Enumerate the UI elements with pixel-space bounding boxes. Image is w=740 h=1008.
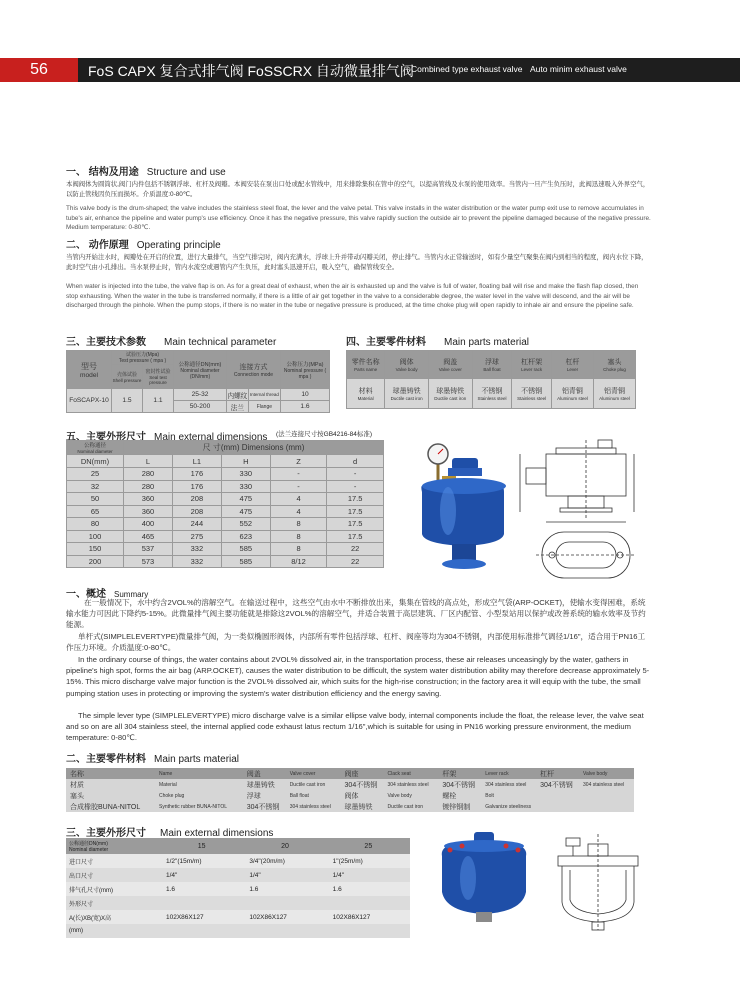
- cell-en: Stainless steel: [477, 396, 507, 401]
- cell-cn: 球墨铸铁: [392, 388, 421, 395]
- dim-cell: 280: [124, 468, 173, 481]
- dim-cell: 4: [270, 505, 327, 518]
- cell-cn: 材料: [358, 388, 373, 395]
- section-title-en: Structure and use: [146, 167, 226, 178]
- dim2-cell: [160, 896, 243, 910]
- part-cn-cell: 合成橡胶BUNA-NITOL: [70, 803, 141, 811]
- table-row: [67, 505, 384, 518]
- dim2-cell: 1/4": [332, 871, 344, 879]
- table-row: [66, 868, 410, 882]
- table-row: [66, 768, 634, 779]
- table-row: [66, 910, 410, 924]
- micro-valve-drawing-icon: [548, 832, 648, 932]
- dim2-header-label: [66, 838, 160, 854]
- dim-cell: 585: [221, 555, 270, 568]
- cell-cn: 浮球: [484, 359, 499, 366]
- part-cn-cell: 球墨铸铁: [246, 781, 275, 789]
- dim-cell: 80: [67, 518, 124, 531]
- part-en-cell: Ball float: [289, 792, 309, 799]
- dim-cell: 208: [172, 493, 221, 506]
- header-title-en-1: Combined type exhaust valve: [411, 64, 523, 74]
- summary-en-text-1: In the ordinary course of things, the water contains about 2VOL% dissolved air, in the transportation process, these air releases unceasingly by the water, gathers in pipeline's high spot, forms the air bag (ARP.OCKET), causes the water distribution to be difficult, the system water distribution ability may therefore decrease approximately 5-15%. This micro discharge valve major function is the 2VOL% dissolved air, which suits for the high-rise construction; in the factory area it will equip with the tube, the small pumping station uses in protecting or improving the system's water distribution efficiency and the energy saving.: [66, 655, 650, 698]
- section-title-cn: 一、概述: [66, 589, 106, 600]
- dim2-row-label: (mm): [69, 928, 83, 934]
- dim2-cell: 102X86X127: [332, 913, 371, 921]
- dim-cell: 50: [67, 493, 124, 506]
- parts-value-cell: [428, 379, 472, 409]
- dim2-cell: [327, 896, 410, 910]
- parts-header-cell: [428, 351, 472, 379]
- cell-en: Parts name: [354, 367, 378, 372]
- part-cn-cell: 塞头: [70, 792, 84, 800]
- dim-cell: 8: [270, 518, 327, 531]
- dim-col-header: Z: [270, 455, 327, 468]
- dim2-cell: 1/4": [166, 871, 178, 879]
- cell-en: Material: [357, 396, 374, 401]
- dim-col-header: DN(mm): [67, 455, 124, 468]
- section-title-en: Main external dimensions: [160, 828, 274, 839]
- operating-cn-text: 当管内开始注水时，阀瓣处在开启的位置，进行大量排气，当空气排完时，阀内充满水，浮球上升并带动闪瓣关闭，停止排气。当管内水正常输送时，如有少量空气聚集在阀内到相当的程度，阀内水位下降，此时空气由小孔排出。当水泵停止时，管内水流空或遇管内产生负压，此时塞头迅速开启，吸入空气，确保管线安全。: [66, 254, 648, 271]
- cell-en: Ball float: [483, 367, 501, 372]
- section-title-en: Main external dimensions: [154, 432, 268, 443]
- table-row: [67, 468, 384, 481]
- dim-col-header: L1: [172, 455, 221, 468]
- section-title-en: Main parts material: [154, 754, 240, 765]
- table-row: [67, 480, 384, 493]
- cell-conn: 内螺纹: [227, 389, 249, 401]
- page-number: 56: [0, 58, 78, 82]
- dimensions-table: [66, 440, 384, 568]
- dim-cell: 360: [124, 493, 173, 506]
- parts-value-cell: [385, 379, 429, 409]
- part-en-cell: 304 stainless steel: [289, 803, 331, 810]
- dim-col-header: L: [124, 455, 173, 468]
- part-cn-cell: 304不锈钢: [246, 803, 280, 811]
- dim-cell: -: [327, 480, 384, 493]
- cell-conn-en: Flange: [248, 401, 280, 413]
- th-connection: 连接方式 Connection mode: [227, 351, 281, 389]
- part-en-cell: 304 stainless steel: [485, 781, 527, 788]
- table-row: [66, 854, 410, 868]
- dim-cell: 150: [67, 543, 124, 556]
- part-cn-cell: 阀座: [344, 770, 359, 778]
- dim-cell: 22: [327, 543, 384, 556]
- part-en-cell: Synthetic rubber BUNA-NITOL: [159, 803, 227, 810]
- section-title-cn: 三、主要技术参数: [66, 337, 146, 348]
- parts-material-table: [346, 350, 636, 409]
- th-seal: 密封性试验 Seal test pressure: [143, 365, 174, 389]
- cell-en: Nominal diameter: [69, 846, 109, 853]
- cell-cn: 不锈钢: [481, 388, 503, 395]
- structure-cn-text: 本阀阀体为圆筒状,阀门内件包括不锈钢浮球、杠杆及阀瓣。本阀安装在泵出口处或配水管线中，用来排除集积在管中的空气，以提高管线及水泵的使用效率。当管内一旦产生负压时，此阀迅速吸入外界空气，以防止管线因负压而损坏。介质温度:0-80℃。: [66, 181, 650, 198]
- section-title-cn: 三、主要外形尺寸: [66, 828, 146, 839]
- dim2-cell: 1.6: [332, 885, 342, 893]
- header-title: FoS CAPX 复合式排气阀 FoSSCRX 自动微量排气阀: [88, 63, 414, 79]
- dim-cell: 585: [221, 543, 270, 556]
- part-en-cell: Ductile cast iron: [387, 803, 424, 810]
- part-en-cell: Valve body: [387, 792, 412, 799]
- dimensions-note: (法兰连接尺寸按GB4216-84标准): [276, 431, 373, 438]
- cell-cn: 球墨铸铁: [436, 388, 465, 395]
- section-title-cn: 一、 结构及用途: [66, 167, 139, 178]
- part-cn-cell: 镀锌钢制: [442, 803, 471, 811]
- parts-header-cell: [551, 351, 593, 379]
- dim2-col-header: 15: [197, 842, 206, 850]
- dim-cell: 208: [172, 505, 221, 518]
- part-en-cell: Ductile cast iron: [289, 781, 326, 788]
- cell-en: Stainless steel: [517, 396, 547, 401]
- part-en-cell: Material: [159, 781, 177, 788]
- valve-drawing-icon: [516, 436, 656, 586]
- dim-cell: 17.5: [327, 505, 384, 518]
- cell-cn: 阀体: [399, 359, 414, 366]
- dim2-cell: [160, 924, 243, 938]
- cell-en: Ductile cast iron: [390, 396, 423, 401]
- dim2-cell: 1"(25m/m): [332, 857, 363, 865]
- part-en-cell: Bolt: [485, 792, 494, 799]
- cell-cn: 铝青铜: [561, 388, 583, 395]
- operating-en-text: When water is injected into the tube, the valve flap is on. As for a great deal of exhaust, when the air is exhausted up and the valve is full of water, floating ball will rise and make the flash flap closed, then stop exhausting. When the water in the tube is transferred normally, if there is a little of air get together in the valve to a considerable degree, the water level in the valve will descend, and the air will be discharged through the pinhole. When the pump stops, if there is no water in the tube or negative pressure is produced, at the time choke plug will open rapidly to inhale air and ensure the pipeline safe.: [66, 283, 639, 310]
- section-title-en: Main parts material: [444, 337, 530, 348]
- th-test-pressure: 试验压力(Mpa) Test pressure ( mpa ): [112, 351, 174, 365]
- dim-cell: 65: [67, 505, 124, 518]
- part-cn-cell: 螺栓: [442, 792, 457, 800]
- cell-en: Lever rack: [521, 367, 543, 372]
- table-row: [67, 555, 384, 568]
- section-title-cn: 二、 动作原理: [66, 240, 129, 251]
- part-en-cell: 304 stainless steel: [387, 781, 429, 788]
- cell-cn: 公称通径DN(mm): [69, 840, 108, 847]
- dim-cell: 32: [67, 480, 124, 493]
- dim-cell: 537: [124, 543, 173, 556]
- dim2-row-label: 外形尺寸: [69, 901, 94, 908]
- dim-cell: 8/12: [270, 555, 327, 568]
- section-title-en: Main technical parameter: [164, 337, 277, 348]
- th-nominal: 公称通径 Nominal diameter: [67, 441, 124, 455]
- cell-en: Lever: [566, 367, 579, 372]
- dim-cell: 17.5: [327, 530, 384, 543]
- table-row: [67, 543, 384, 556]
- cell-dn: 50-200: [174, 401, 227, 413]
- dim-col-header-row: [67, 455, 384, 468]
- section-title-en: Summary: [114, 590, 149, 599]
- table-row: [67, 530, 384, 543]
- cell-en: Ductile cast iron: [434, 396, 467, 401]
- cell-cn: 铝青铜: [603, 388, 625, 395]
- cell-cn: 杠杆架: [521, 359, 543, 366]
- dim-cell: 573: [124, 555, 173, 568]
- table-row: [66, 882, 410, 896]
- cell-np: 1.6: [281, 401, 330, 413]
- cell-np: 10: [281, 389, 330, 401]
- dim-cell: 275: [172, 530, 221, 543]
- dim2-cell: [243, 896, 326, 910]
- dim2-cell: 1.6: [249, 885, 259, 893]
- dim-cell: 465: [124, 530, 173, 543]
- dim-cell: 17.5: [327, 518, 384, 531]
- part-en-cell: Choke plug: [159, 792, 185, 799]
- part-en-cell: Name: [159, 770, 173, 777]
- cell-en: Aluminum steel: [599, 396, 630, 401]
- header-title-en-2: Auto minim exhaust valve: [530, 64, 627, 74]
- dim-cell: 22: [327, 555, 384, 568]
- dim2-cell: 1.6: [166, 885, 176, 893]
- cell-cn: 杠杆: [565, 359, 580, 366]
- dim-cell: 4: [270, 493, 327, 506]
- cell-en: Valve cover: [438, 367, 462, 372]
- part-cn-cell: 304不锈钢: [540, 781, 573, 789]
- dim-cell: 8: [270, 530, 327, 543]
- cell-en: Aluminum steel: [557, 396, 588, 401]
- th-nominal-pressure: 公称压力(MPa) Nominal pressure ( mpa ): [281, 351, 330, 389]
- parts-header-cell: [593, 351, 635, 379]
- summary-cn-text-2: 单杆式(SIMPLELEVERTYPE)微量排气阀，为一类似椭圆形阀体，内部所有零件包括浮球、杠杆、阀座等均为304不锈钢，内部使用标准排气调径1/16"，适合用于PN16工作压力环境。介质温度:0-80℃。: [66, 632, 646, 653]
- part-cn-cell: 材质: [70, 781, 84, 789]
- part-en-cell: Clack seat: [387, 770, 411, 777]
- section-structure-title: [66, 163, 226, 178]
- dim2-cell: 3/4"(20m/m): [249, 857, 285, 865]
- section-parts2-title: [66, 750, 239, 765]
- dim-cell: 176: [172, 468, 221, 481]
- dim-cell: 25: [67, 468, 124, 481]
- dim-cell: 244: [172, 518, 221, 531]
- table-row: [66, 779, 634, 790]
- dim-cell: 552: [221, 518, 270, 531]
- summary-cn-text-1: 在一般情况下，水中约含2VOL%的溶解空气。在输送过程中，这些空气由水中不断排放出来，集集在管线的高点处，形成空气袋(ARP-OCKET)，使输水变得困难，系统输水能力可因此下降约5-15%。此微量排气阀主要功能就是排除这2VOL%的溶解空气，并适合装置于高层建筑、厂区内配管、小型泵站用以保护或改善系统的输水效率及节约能源。: [66, 598, 646, 630]
- table-row: [66, 801, 634, 812]
- parts-value-cell: [512, 379, 552, 409]
- section-title-cn: 四、主要零件材料: [346, 337, 426, 348]
- th-shell: 壳体试验 Shell pressure: [112, 365, 143, 389]
- part-cn-cell: 304不锈钢: [344, 781, 378, 789]
- dim-cell: 176: [172, 480, 221, 493]
- cell-cn: 阀盖: [443, 359, 458, 366]
- section-tech-title: [66, 333, 276, 348]
- cell-seal: 1.1: [143, 389, 174, 413]
- dim-cell: 17.5: [327, 493, 384, 506]
- cell-en: Choke plug: [603, 367, 626, 372]
- table-row: [67, 493, 384, 506]
- dim-cell: -: [270, 480, 327, 493]
- dim-cell: 332: [172, 555, 221, 568]
- parts-value-cell: [472, 379, 512, 409]
- cell-dn: 25-32: [174, 389, 227, 401]
- part-cn-cell: 杆架: [442, 770, 457, 778]
- table-row: [66, 896, 410, 910]
- parts-header-cell: [512, 351, 552, 379]
- section-dimensions2-title: [66, 824, 273, 839]
- table-row: [67, 518, 384, 531]
- part-en-cell: Galvanize steeliness: [485, 803, 532, 810]
- part-en-cell: 304 stainless steel: [583, 781, 625, 788]
- dim-cell: 360: [124, 505, 173, 518]
- parts-value-cell: [551, 379, 593, 409]
- dim-cell: 623: [221, 530, 270, 543]
- dim-cell: -: [327, 468, 384, 481]
- dim-col-header: d: [327, 455, 384, 468]
- dim-cell: 200: [67, 555, 124, 568]
- part-cn-cell: 浮球: [246, 792, 261, 800]
- header-bar: [78, 58, 740, 82]
- parts-header-cell: [385, 351, 429, 379]
- dim2-row-label: A(长)XB(宽)X高: [69, 915, 112, 922]
- part-en-cell: Valve body: [583, 770, 608, 777]
- parts-value-cell: [593, 379, 635, 409]
- cell-conn-en: Internal thread: [248, 389, 280, 401]
- part-cn-cell: 阀盖: [246, 770, 261, 778]
- dim2-row-label: 排气孔尺寸(mm): [69, 887, 113, 894]
- section-parts-title: [346, 333, 529, 348]
- section-title-en: Operating principle: [136, 240, 221, 251]
- dim2-cell: 1/4": [249, 871, 261, 879]
- dim-cell: 280: [124, 480, 173, 493]
- summary-en-text-2: The simple lever type (SIMPLELEVERTYPE) micro discharge valve is a similar ellipse valve body, internal components include the float, the release lever, the valve seat and so on are all 304 stainless steel, the internal applied code exhaust latus rectum 1/16",which is suitable for using in PN16 working pressure environment, the medium temperature: 0-80℃.: [66, 711, 644, 743]
- dim-cell: 8: [270, 543, 327, 556]
- cell-cn: 塞头: [607, 359, 622, 366]
- dim-cell: 475: [221, 493, 270, 506]
- th-model: 型号 model: [67, 351, 112, 389]
- parts-header-cell: [347, 351, 385, 379]
- dim-cell: 330: [221, 468, 270, 481]
- parts-value-cell: [347, 379, 385, 409]
- dim2-col-header: 20: [281, 842, 289, 850]
- th-dn: 公称通径DN(mm) Nominal diameter (DN/mm): [174, 351, 227, 389]
- cell-cn: 不锈钢: [521, 388, 543, 395]
- structure-en-text: This valve body is the drum-shaped; the valve includes the stainless steel float, the lever and the valve petal. This valve installs in the water distribution or the water pump exit use to remove accumulates in tube's air, enhance the pipeline and water pump's use efficiency. Once it has the negative pressure, this valve rapidly suction the outside air to prevent the pipeline damaged because of the negative pressure. Medium temperature: 0-80℃.: [66, 205, 651, 232]
- dim2-col-header: 25: [364, 842, 373, 850]
- part-cn-cell: 304不锈钢: [442, 781, 475, 789]
- table-row: [66, 790, 634, 801]
- dim2-cell: 102X86X127: [166, 913, 204, 921]
- dim-cell: 100: [67, 530, 124, 543]
- dim2-cell: [243, 924, 326, 938]
- dimensions-table-2: [66, 838, 410, 938]
- dim-cell: 332: [172, 543, 221, 556]
- dim2-cell: 1/2"(15m/m): [166, 857, 202, 865]
- part-cn-cell: 阀体: [344, 792, 359, 800]
- part-cn-cell: 杠杆: [540, 770, 555, 778]
- cell-cn: 零件名称: [351, 359, 380, 366]
- valve-photo-icon: [398, 436, 508, 576]
- section-title-cn: 五、主要外形尺寸: [66, 432, 146, 443]
- parts-material-table-2: [66, 768, 634, 812]
- dim-cell: 400: [124, 518, 173, 531]
- section-title-cn: 二、主要零件材料: [66, 754, 146, 765]
- dim-col-header: H: [221, 455, 270, 468]
- dim2-header-row: [66, 838, 410, 854]
- cell-conn: 法兰: [227, 401, 249, 413]
- dim-cell: 330: [221, 480, 270, 493]
- page-header: [0, 58, 740, 82]
- dim-cell: 475: [221, 505, 270, 518]
- part-en-cell: Lever rack: [485, 770, 509, 777]
- section-operating-title: [66, 236, 221, 251]
- th-dimensions: 尺 寸(mm) Dimensions (mm): [124, 441, 384, 455]
- dim2-row-label: 出口尺寸: [69, 873, 94, 880]
- dim-cell: -: [270, 468, 327, 481]
- table-row: [66, 924, 410, 938]
- dim2-cell: [327, 924, 410, 938]
- cell-en: Valve body: [395, 367, 418, 372]
- cell-shell: 1.5: [112, 389, 143, 413]
- part-en-cell: Valve cover: [289, 770, 316, 777]
- parts-header-cell: [472, 351, 512, 379]
- dim2-cell: 102X86X127: [249, 913, 287, 921]
- part-cn-cell: 球墨铸铁: [344, 803, 373, 811]
- part-cn-cell: 名称: [70, 770, 84, 778]
- cell-model: FoSCAPX-10: [67, 389, 112, 413]
- tech-params-table: [66, 350, 330, 413]
- dim2-row-label: 进口尺寸: [69, 859, 94, 866]
- micro-valve-photo-icon: [432, 826, 536, 930]
